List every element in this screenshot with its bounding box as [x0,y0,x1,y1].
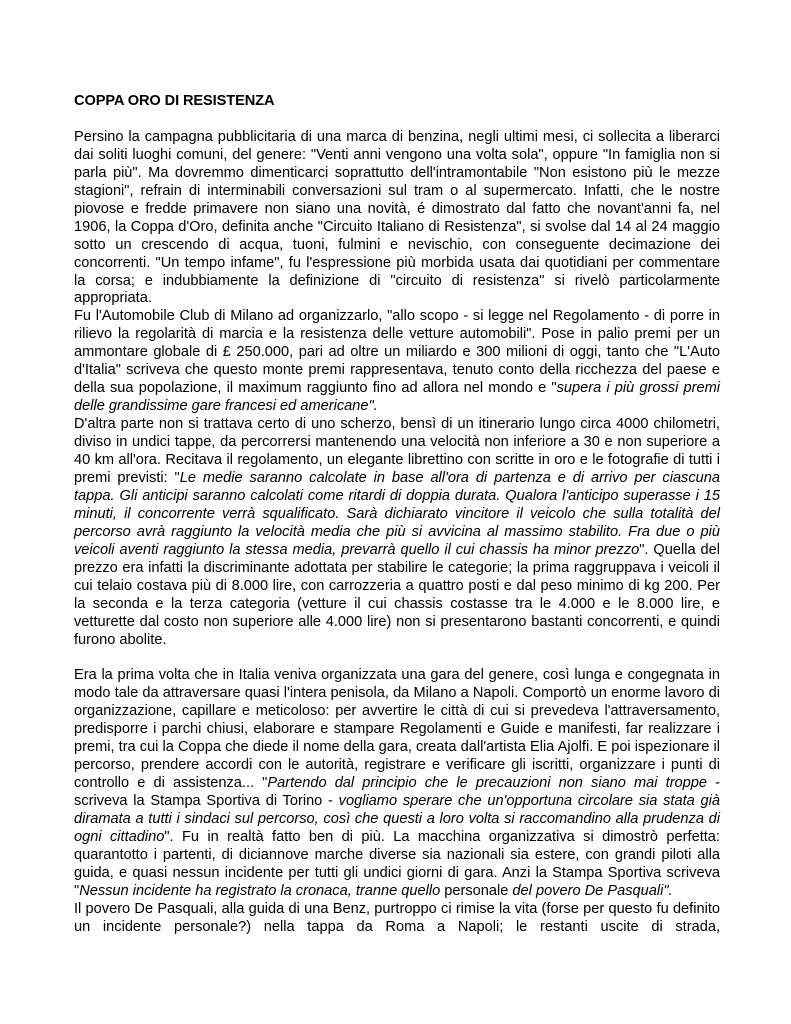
italic-quote: supera i più grossi premi delle grandissime gare francesi ed americane". [74,380,721,415]
document-page [74,93,720,937]
paragraph-4 [74,667,720,900]
italic-quote: Partendo dal principio che le precauzioni non siano mai troppe [267,775,708,792]
italic-quote: del povero De Pasquali". [512,882,673,899]
paragraph-text: ". Fu in realtà fatto ben di più. La macchina organizzativa si dimostrò perfetta: quarantotto i partenti, di diciannove marche diverse sia nazionali sia estere, con grandi piloti alla guida, e quasi nessun incidente per tutti gli undici giorni di gara. Anzi la Stampa Sportiva scriveva " [74,829,720,899]
italic-quote: vogliamo sperare che un'opportuna circolare sia stata già diramata a tutti i sindaci sul percorso, così che questi a loro volta si raccomandino alla prudenza di ogni cittadino [74,793,721,846]
paragraph-text: Persino la campagna pubblicitaria di una marca di benzina, negli ultimi mesi, ci sollecita a liberarci dai soliti luoghi comuni, del genere: "Venti anni vengono una volta sola", oppure "In famiglia non si parla più". Ma dovremmo dimenticarci soprattutto dell'intramontabile "Non esistono più le mezze stagioni", refrain di interminabili conversazioni sul tram o al supermercato. Infatti, che le nostre piovose e fredde primavere non siano una novità, é dimostrato dal fatto che novant'anni fa, nel 1906, la Coppa d'Oro, definita anche "Circuito Italiano di Resistenza", si svolse dal 14 al 24 maggio sotto un crescendo di acqua, tuoni, fulmini e nevischio, con conseguente decimazione dei concorrenti. "Un tempo infame", fu l'espressione più morbida usata dai quotidiani per commentare la corsa; e indubbiamente la definizione di "circuito di resistenza" si rivelò particolarmente appropriata. [74,128,720,307]
paragraph-gap [74,650,720,668]
paragraph-1 [74,129,720,309]
paragraph-text: D'altra parte non si trattava certo di uno scherzo, bensì di un itinerario lungo circa 4000 chilometri, diviso in undici tappe, da percorrersi mantenendo una velocità non inferiore a 30 e non superiore a 40 km all'ora. Recitava il regolamento, un elegante librettino con scritte in oro e le fotografie di tutti i premi previsti: " [74,416,720,486]
italic-quote: Le medie saranno calcolate in base all'ora di partenza e di arrivo per ciascuna tappa. Gli anticipi saranno calcolati come ritardi di doppia durata. Qualora l'anticipo superasse i 15 minuti, il concorrente verrà squalificato. Sarà dichiarato vincitore il veicolo che sulla totalità del percorso avrà raggiunto la velocità media che più si avvicina al massimo stabilito. Fra due o più veicoli aventi raggiunto la stessa media, prevarrà quello il cui chassis ha minor prezzo [74,470,720,558]
paragraph-3 [74,416,720,649]
paragraph-text: personale [440,882,513,899]
paragraph-text: Il povero De Pasquali, alla guida di una Benz, purtroppo ci rimise la vita (forse per questo fu definito un incidente personale?) nella tappa da Roma a Napoli; le restanti uscite di strada, [74,900,720,935]
paragraph-2 [74,308,720,416]
document-title: COPPA ORO DI RESISTENZA [74,93,275,109]
paragraph-text: Era la prima volta che in Italia veniva organizzata una gara del genere, così lunga e congegnata in modo tale da attraversare quasi l'intera penisola, da Milano a Napoli. Comportò un enorme lavoro di organizzazione, capillare e meticoloso: per avvertire le città di cui si prevedeva l'attraversamento, predisporre i parchi chiusi, elaborare e stampare Regolamenti e Guide e manifesti, far realizzare i premi, tra cui la Coppa che diede il nome della gara, creata dall'artista Elia Ajolfi. E poi ispezionare il percorso, prendere accordi con le autorità, registrare e verificare gli iscritti, organizzare i punti di controllo e di assistenza... " [74,667,720,792]
italic-quote: Nessun incidente ha registrato la cronaca, tranne quello [79,882,441,899]
paragraph-text: ". Quella del prezzo era infatti la discriminante adottata per stabilire le categorie; la prima raggruppava i veicoli il cui telaio costava più di 8.000 lire, con carrozzeria a quattro posti e dal peso minimo di kg 200. Per la seconda e la terza categoria (vetture il cui chassis costasse tra le 4.000 e le 8.000 lire, e vetturette dal costo non superiore alle 4.000 lire) non si presentarono bastanti concorrenti, e quindi furono abolite. [74,541,720,648]
paragraph-text: Fu l'Automobile Club di Milano ad organizzarlo, "allo scopo - si legge nel Regolamento - di porre in rilievo la regolarità di marcia e la resistenza delle vetture automobili". Pose in palio premi per un ammontare globale di £ 250.000, pari ad oltre un miliardo e 300 milioni di oggi, tanto che "L'Auto d'Italia" scriveva che questo monte premi rappresentava, tenuto conto della ricchezza del paese e della sua popolazione, il maximum raggiunto fino ad allora nel mondo e " [74,308,720,397]
paragraph-5 [74,901,720,937]
paragraph-text: - scriveva la Stampa Sportiva di Torino - [74,775,720,810]
